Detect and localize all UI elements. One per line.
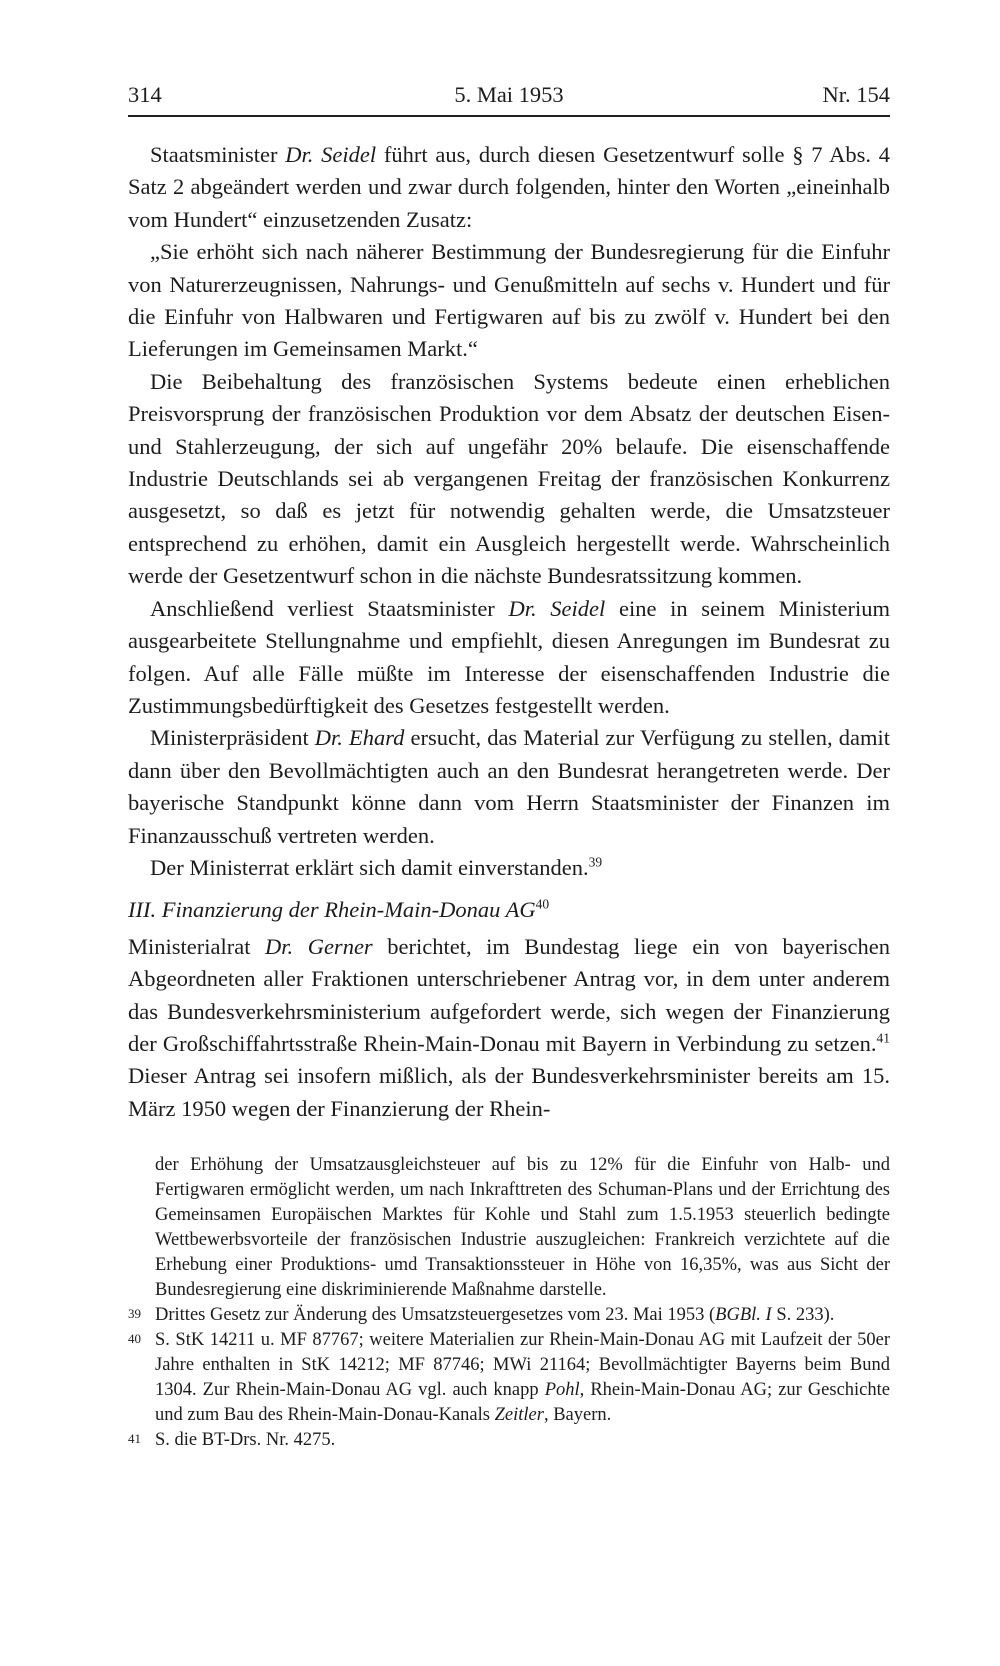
paragraph	[128, 366, 890, 593]
text-segment: Ministerpräsident	[150, 725, 315, 751]
paragraph	[128, 236, 890, 366]
italic-text: Dr. Ehard	[314, 725, 405, 751]
text-segment: der Erhöhung der Umsatzausgleichsteuer auf bis zu 12% für die Einfuhr von Halb- und Fertigwaren ermöglicht werden, um nach Inkrafttreten des Schuman-Plans und der Errichtung des Gemeinsamen Europäischen Marktes für Kohle und Stahl zum 1.5.1953 steuerlich bedingte Wettbewerbsvorteile der französischen Industrie auszugleichen: Frankreich verzichtete auf die Erhebung einer Produktions- umd Transaktionssteuer in Höhe von 16,35%, was aus Sicht der Bundesregierung eine diskriminierende Maßnahme darstelle.	[155, 1155, 890, 1301]
text-segment: Die Beibehaltung des französischen Systems bedeute einen erheblichen Preisvorsprung der französischen Produktion vor dem Absatz der deutschen Eisen- und Stahlerzeugung, der sich auf ungefähr 20% belaufe. Die eisenschaffende Industrie Deutschlands sei ab vergangenen Freitag der französischen Konkurrenz ausgesetzt, so daß es jetzt für notwendig gehalten werde, die Umsatzsteuer entsprechend zu erhöhen, damit ein Ausgleich hergestellt werde. Wahrscheinlich werde der Gesetzentwurf schon in die nächste Bundesratssitzung kommen.	[128, 368, 890, 589]
footnote-reference: 41	[876, 1030, 890, 1046]
issue-number: Nr. 154	[822, 82, 890, 107]
text-segment: , Bayern.	[543, 1405, 612, 1426]
footnote	[128, 1428, 890, 1453]
body-content	[128, 139, 890, 1125]
text-segment: eine in seinem Ministerium ausgearbeitete Stellungnahme und empfiehlt, diesen Anregungen im Bundesrat zu folgen. Auf alle Fälle müßte im Interesse der eisenschaffenden Industrie die Zustimmungsbedürftigkeit des Gesetzes festgestellt werden.	[128, 595, 890, 718]
text-segment: Dieser Antrag sei insofern mißlich, als der Bundesverkehrsminister bereits am 15. März 1950 wegen der Finanzierung der Rhein-	[128, 1063, 890, 1121]
paragraph	[128, 139, 890, 236]
footnote-number: 39	[128, 1306, 141, 1322]
italic-text: III. Finanzierung der Rhein-Main-Donau AG	[128, 897, 536, 923]
footnotes	[128, 1153, 890, 1453]
text-segment: Anschließend verliest Staatsminister	[150, 595, 509, 621]
italic-text: Dr. Seidel	[508, 595, 606, 621]
text-segment: berichtet, im Bundestag liege ein von bayerischen Abgeordneten aller Fraktionen unterschriebener Antrag vor, in dem unter anderem das Bundesverkehrsministerium aufgefordert werde, sich wegen der Finanzierung der Großschiffahrtsstraße Rhein-Main-Donau mit Bayern in Verbindung zu setzen.	[128, 933, 890, 1056]
section-heading	[128, 894, 890, 926]
paragraph	[128, 852, 890, 884]
footnote	[128, 1328, 890, 1428]
text-segment: S. 233).	[771, 1305, 835, 1326]
paragraph	[128, 931, 890, 1125]
text-segment: Staatsminister	[150, 142, 286, 167]
italic-text: Dr. Gerner	[265, 933, 373, 959]
text-segment: , Rhein-Main-Donau AG; zur Geschichte und zum Bau des Rhein-Main-Donau-Kanals	[155, 1380, 890, 1426]
footnote-reference: 40	[535, 896, 550, 912]
text-segment: führt aus, durch diesen Gesetzentwurf solle § 7 Abs. 4 Satz 2 abgeändert werden und zwar durch folgenden, hinter den Worten „eineinhalb vom Hundert“ einzusetzenden Zusatz:	[128, 142, 890, 232]
running-header	[128, 82, 890, 108]
text-segment: S. die BT-Drs. Nr. 4275.	[155, 1430, 336, 1451]
text-segment: „Sie erhöht sich nach näherer Bestimmung der Bundesregierung für die Einfuhr von Naturerzeugnissen, Nahrungs- und Genußmitteln auf sechs v. Hundert und für die Einfuhr von Halbwaren und Fertigwaren auf bis zu zwölf v. Hundert bei den Lieferungen im Gemeinsamen Markt.“	[128, 239, 890, 362]
footnote-reference: 39	[588, 854, 603, 870]
text-segment: S. StK 14211 u. MF 87767; weitere Materialien zur Rhein-Main-Donau AG mit Laufzeit der 50er Jahre enthalten in StK 14212; MF 87746; MWi 21164; Bevollmächtigter Bayerns beim Bund 1304. Zur Rhein-Main-Donau AG vgl. auch knapp	[155, 1330, 890, 1401]
paragraph	[128, 722, 890, 852]
footnote-number: 40	[128, 1331, 141, 1347]
header-rule	[128, 115, 890, 117]
italic-text: BGBl. I	[715, 1305, 772, 1326]
italic-text: Dr. Seidel	[285, 142, 377, 167]
text-segment: Ministerialrat	[128, 933, 266, 959]
italic-text: Zeitler	[494, 1405, 544, 1426]
header-date: 5. Mai 1953	[454, 82, 564, 107]
page-number: 314	[128, 82, 162, 107]
footnote	[128, 1303, 890, 1328]
footnote	[128, 1153, 890, 1303]
text-column	[128, 82, 890, 1453]
italic-text: Pohl	[544, 1380, 580, 1401]
text-segment: Der Ministerrat erklärt sich damit einverstanden.	[150, 854, 589, 880]
paragraph	[128, 593, 890, 723]
footnote-number: 41	[128, 1431, 141, 1447]
text-segment: ersucht, das Material zur Verfügung zu stellen, damit dann über den Bevollmächtigten auch an den Bundesrat herangetreten werde. Der bayerische Standpunkt könne dann vom Herrn Staatsminister der Finanzen im Finanzausschuß vertreten werden.	[128, 725, 890, 848]
text-segment: Drittes Gesetz zur Änderung des Umsatzsteuergesetzes vom 23. Mai 1953 (	[155, 1305, 716, 1326]
